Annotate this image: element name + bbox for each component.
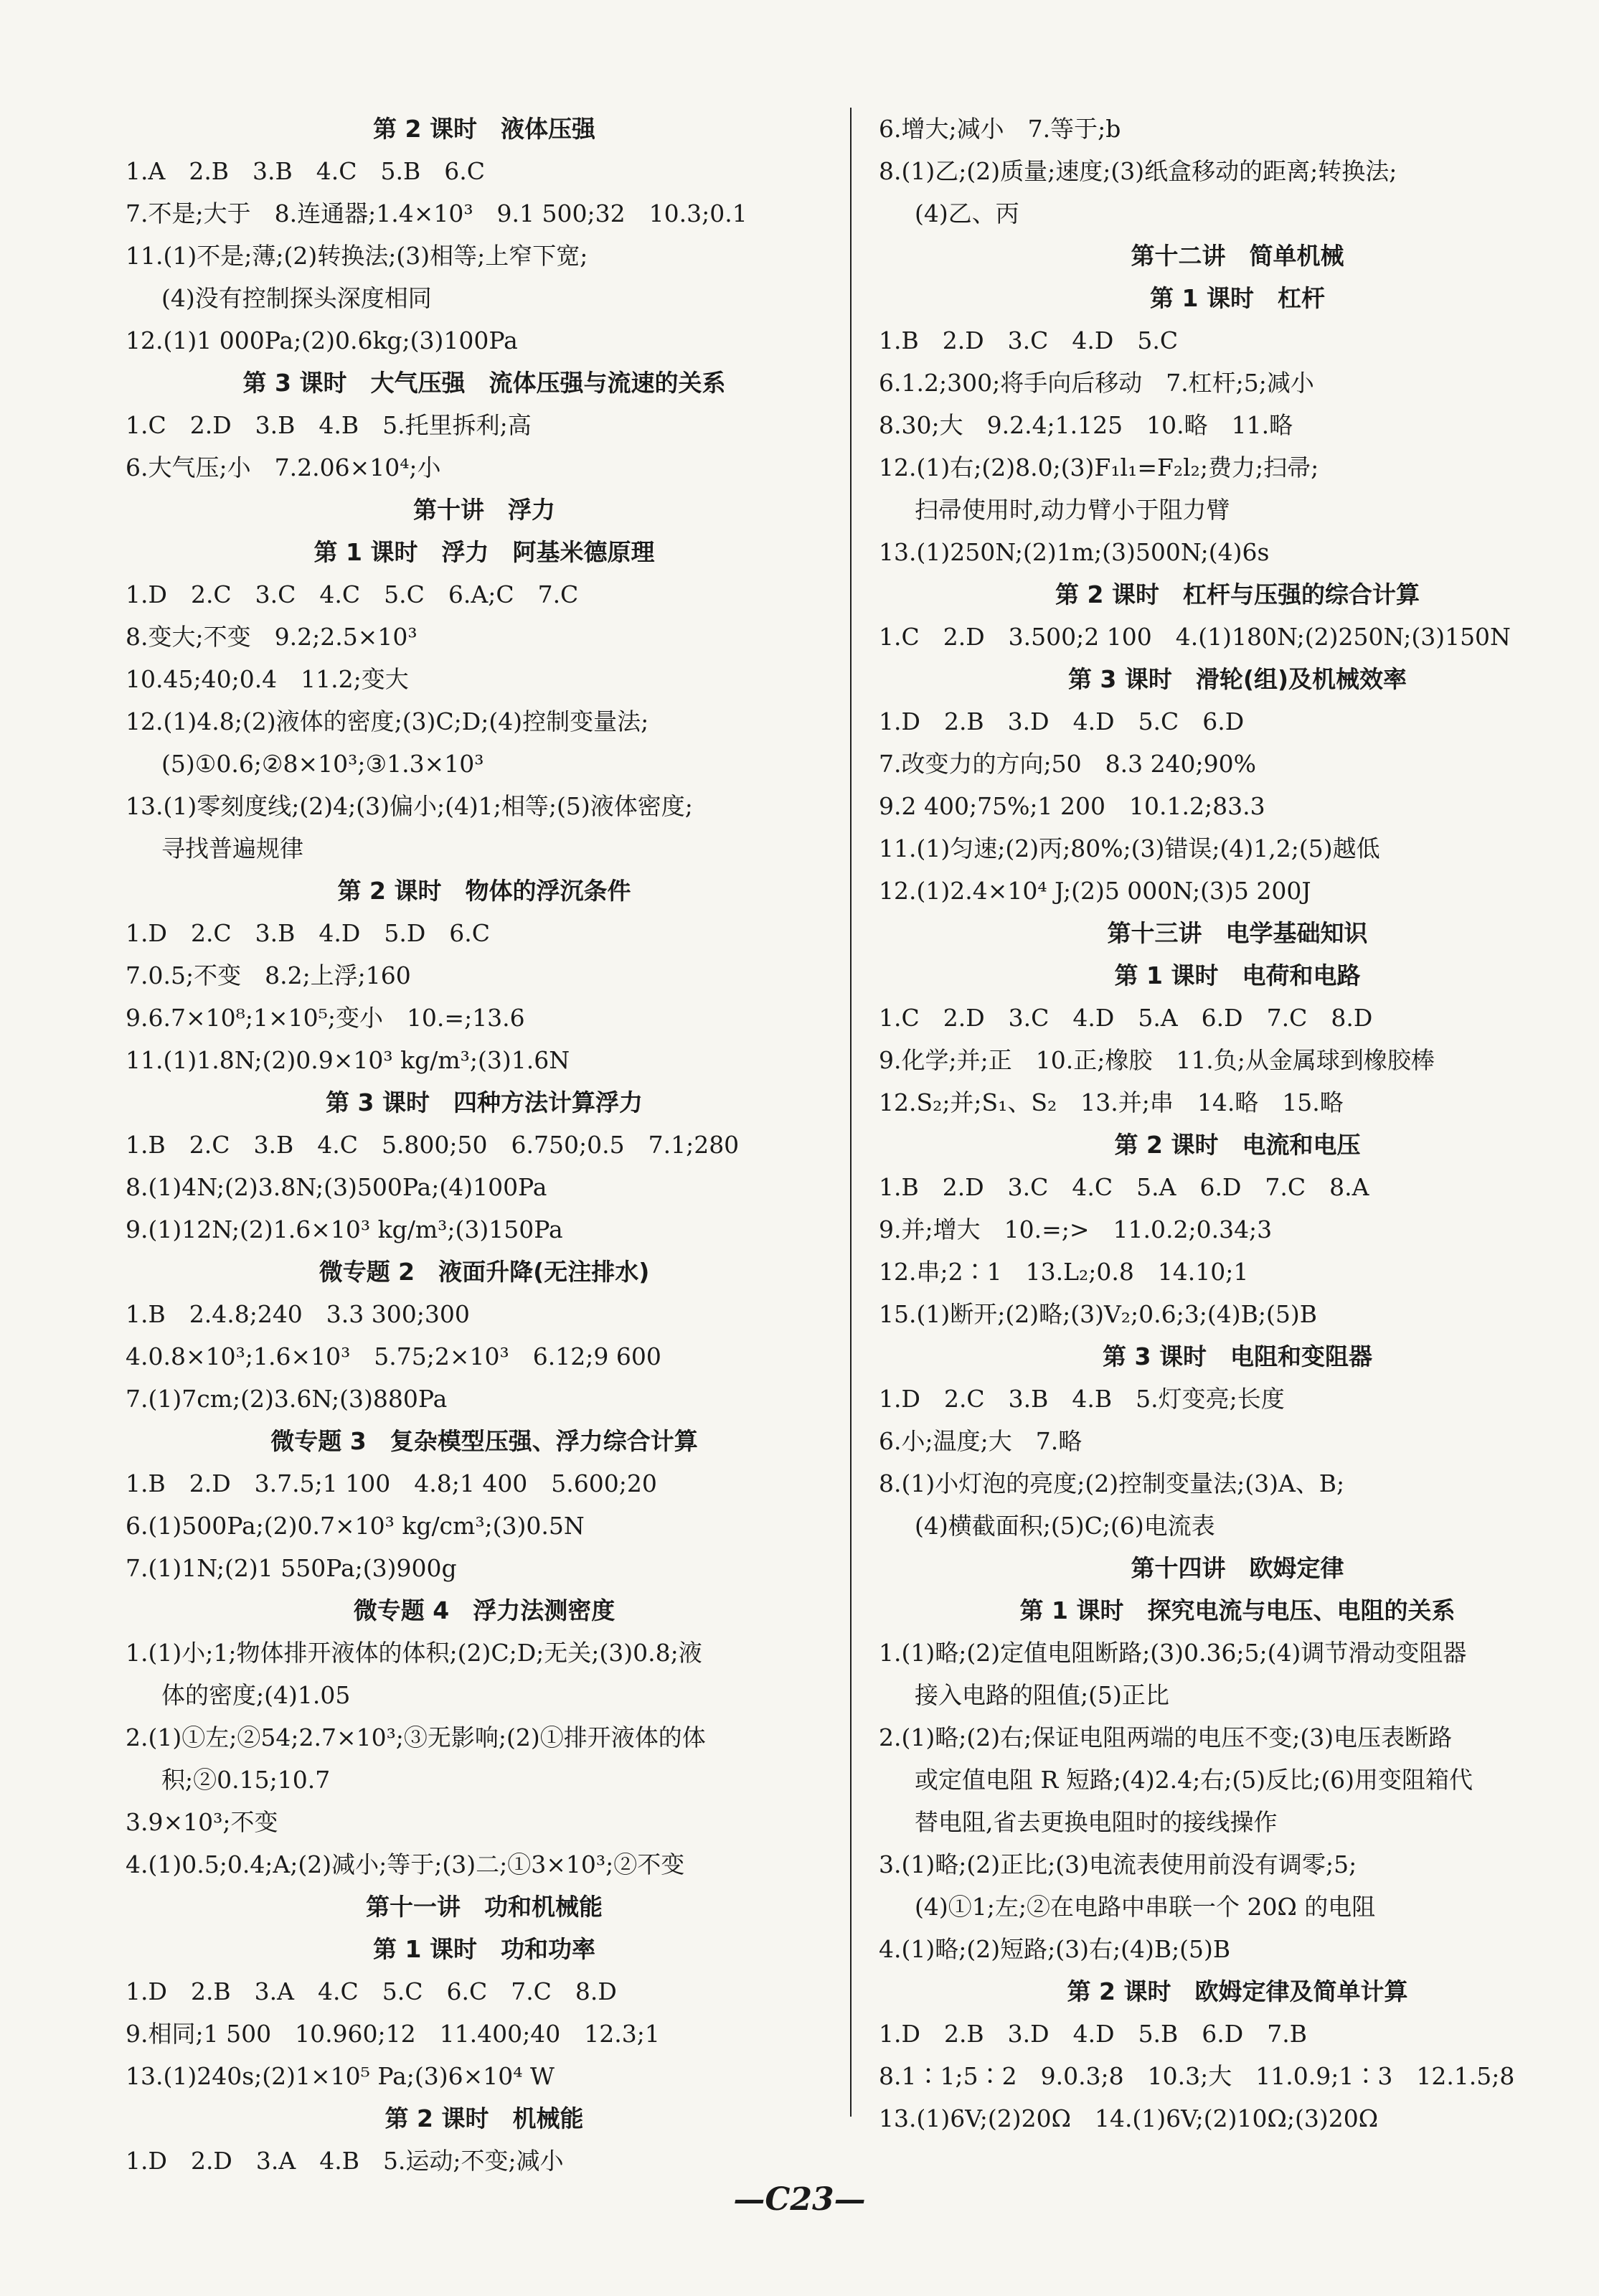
section-heading: 微专题 3 复杂模型压强、浮力综合计算 bbox=[270, 1427, 698, 1455]
answer-line: 8.(1)乙;(2)质量;速度;(3)纸盒移动的距离;转换法; bbox=[879, 157, 1397, 185]
answer-line: 8.1∶1;5∶2 9.0.3;8 10.3;大 11.0.9;1∶3 12.1.5;8 bbox=[879, 2062, 1515, 2090]
answer-line: 1.B 2.D 3.C 4.C 5.A 6.D 7.C 8.A bbox=[879, 1173, 1369, 1201]
section-heading: 第 2 课时 机械能 bbox=[385, 2104, 584, 2132]
answer-line: 1.D 2.B 3.D 4.D 5.B 6.D 7.B bbox=[879, 2020, 1307, 2048]
answer-line: 寻找普遍规律 bbox=[161, 834, 303, 862]
answer-line: 10.45;40;0.4 11.2;变大 bbox=[126, 665, 409, 693]
answer-line: 9.并;增大 10.=;> 11.0.2;0.34;3 bbox=[879, 1215, 1273, 1243]
answer-line: 积;②0.15;10.7 bbox=[161, 1766, 331, 1794]
answer-line: 1.B 2.D 3.C 4.D 5.C bbox=[879, 326, 1179, 354]
answer-line: 12.(1)4.8;(2)液体的密度;(3)C;D;(4)控制变量法; bbox=[126, 707, 649, 735]
answer-line: 13.(1)250N;(2)1m;(3)500N;(4)6s bbox=[879, 538, 1270, 566]
answer-line: 11.(1)1.8N;(2)0.9×10³ kg/m³;(3)1.6N bbox=[126, 1046, 570, 1074]
answer-line: 6.大气压;小 7.2.06×10⁴;小 bbox=[126, 453, 441, 481]
answer-line: 1.B 2.D 3.7.5;1 100 4.8;1 400 5.600;20 bbox=[126, 1469, 657, 1497]
section-heading: 微专题 4 浮力法测密度 bbox=[353, 1596, 615, 1624]
answer-line: 7.不是;大于 8.连通器;1.4×10³ 9.1 500;32 10.3;0.1 bbox=[126, 199, 747, 227]
section-heading: 第十讲 浮力 bbox=[413, 496, 555, 524]
answer-line: (4)乙、丙 bbox=[915, 199, 1019, 227]
answer-line: (4)没有控制探头深度相同 bbox=[161, 284, 432, 312]
answer-line: 2.(1)略;(2)右;保证电阻两端的电压不变;(3)电压表断路 bbox=[879, 1723, 1453, 1751]
page-number: —C23— bbox=[733, 2181, 866, 2218]
answer-line: 4.(1)0.5;0.4;A;(2)减小;等于;(3)二;①3×10³;②不变 bbox=[126, 1850, 685, 1878]
answer-line: 扫帚使用时,动力臂小于阻力臂 bbox=[915, 496, 1230, 524]
answer-line: 6.增大;减小 7.等于;b bbox=[879, 115, 1121, 143]
answer-line: (4)横截面积;(5)C;(6)电流表 bbox=[915, 1512, 1215, 1540]
answer-line: 13.(1)240s;(2)1×10⁵ Pa;(3)6×10⁴ W bbox=[126, 2062, 555, 2090]
answer-line: 9.化学;并;正 10.正;橡胶 11.负;从金属球到橡胶棒 bbox=[879, 1046, 1435, 1074]
answer-line: 2.(1)①左;②54;2.7×10³;③无影响;(2)①排开液体的体 bbox=[126, 1723, 706, 1751]
answer-line: 7.(1)7cm;(2)3.6N;(3)880Pa bbox=[126, 1385, 448, 1413]
answer-line: 1.(1)小;1;物体排开液体的体积;(2)C;D;无关;(3)0.8;液 bbox=[126, 1639, 702, 1667]
section-heading: 第 2 课时 欧姆定律及简单计算 bbox=[1067, 1977, 1408, 2005]
answer-line: 9.2 400;75%;1 200 10.1.2;83.3 bbox=[879, 792, 1265, 820]
answer-line: 13.(1)零刻度线;(2)4;(3)偏小;(4)1;相等;(5)液体密度; bbox=[126, 792, 693, 820]
answer-line: 9.6.7×10⁸;1×10⁵;变小 10.=;13.6 bbox=[126, 1004, 525, 1032]
answer-line: 1.D 2.B 3.A 4.C 5.C 6.C 7.C 8.D bbox=[126, 1977, 617, 2005]
answer-line: 1.D 2.C 3.B 4.D 5.D 6.C bbox=[126, 919, 491, 947]
answer-line: 8.(1)小灯泡的亮度;(2)控制变量法;(3)A、B; bbox=[879, 1469, 1345, 1497]
answer-line: 1.B 2.C 3.B 4.C 5.800;50 6.750;0.5 7.1;280 bbox=[126, 1131, 740, 1159]
section-heading: 第 3 课时 大气压强 流体压强与流速的关系 bbox=[242, 369, 726, 397]
section-heading: 第 2 课时 杠杆与压强的综合计算 bbox=[1055, 580, 1420, 608]
answer-line: 8.变大;不变 9.2;2.5×10³ bbox=[126, 623, 418, 651]
answer-line: 9.(1)12N;(2)1.6×10³ kg/m³;(3)150Pa bbox=[126, 1215, 563, 1243]
section-heading: 第十三讲 电学基础知识 bbox=[1107, 919, 1368, 947]
answer-line: 7.(1)1N;(2)1 550Pa;(3)900g bbox=[126, 1554, 457, 1582]
section-heading: 第 1 课时 探究电流与电压、电阻的关系 bbox=[1019, 1596, 1456, 1624]
answer-line: 接入电路的阻值;(5)正比 bbox=[915, 1681, 1169, 1709]
answer-line: 12.S₂;并;S₁、S₂ 13.并;串 14.略 15.略 bbox=[879, 1088, 1344, 1116]
answer-line: 12.串;2∶1 13.L₂;0.8 14.10;1 bbox=[879, 1258, 1249, 1286]
section-heading: 第 1 课时 电荷和电路 bbox=[1114, 961, 1361, 989]
answer-line: 12.(1)右;(2)8.0;(3)F₁l₁=F₂l₂;费力;扫帚; bbox=[879, 453, 1319, 481]
section-heading: 第 1 课时 杠杆 bbox=[1150, 284, 1325, 312]
answer-line: 9.相同;1 500 10.960;12 11.400;40 12.3;1 bbox=[126, 2020, 660, 2048]
answer-line: 15.(1)断开;(2)略;(3)V₂;0.6;3;(4)B;(5)B bbox=[879, 1300, 1317, 1328]
answer-line: 1.C 2.D 3.500;2 100 4.(1)180N;(2)250N;(3)150N bbox=[879, 623, 1511, 651]
answer-line: 或定值电阻 R 短路;(4)2.4;右;(5)反比;(6)用变阻箱代 bbox=[915, 1766, 1473, 1794]
answer-line: 替电阻,省去更换电阻时的接线操作 bbox=[915, 1808, 1278, 1836]
answer-line: (4)①1;左;②在电路中串联一个 20Ω 的电阻 bbox=[915, 1893, 1376, 1921]
answer-line: 1.D 2.C 3.B 4.B 5.灯变亮;长度 bbox=[879, 1385, 1285, 1413]
section-heading: 第十二讲 简单机械 bbox=[1131, 242, 1344, 270]
right-column bbox=[879, 108, 1596, 2140]
section-heading: 第 1 课时 浮力 阿基米德原理 bbox=[313, 538, 655, 566]
answer-line: 1.D 2.B 3.D 4.D 5.C 6.D bbox=[879, 707, 1245, 735]
answer-line: 7.改变力的方向;50 8.3 240;90% bbox=[879, 750, 1257, 778]
answer-line: 11.(1)匀速;(2)丙;80%;(3)错误;(4)1,2;(5)越低 bbox=[879, 834, 1380, 862]
answer-line: 12.(1)1 000Pa;(2)0.6kg;(3)100Pa bbox=[126, 326, 518, 354]
section-heading: 第十一讲 功和机械能 bbox=[366, 1893, 603, 1921]
section-heading: 第 3 课时 电阻和变阻器 bbox=[1103, 1342, 1372, 1370]
section-heading: 第 2 课时 电流和电压 bbox=[1114, 1131, 1361, 1159]
section-heading: 第十四讲 欧姆定律 bbox=[1131, 1554, 1344, 1582]
section-heading: 第 3 课时 滑轮(组)及机械效率 bbox=[1067, 665, 1407, 693]
answer-line: 8.30;大 9.2.4;1.125 10.略 11.略 bbox=[879, 411, 1293, 439]
section-heading: 第 2 课时 物体的浮沉条件 bbox=[337, 877, 631, 905]
answer-line: 12.(1)2.4×10⁴ J;(2)5 000N;(3)5 200J bbox=[879, 877, 1311, 905]
answer-line: 1.D 2.C 3.C 4.C 5.C 6.A;C 7.C bbox=[126, 580, 579, 608]
section-heading: 第 3 课时 四种方法计算浮力 bbox=[326, 1088, 643, 1116]
answer-line: 4.(1)略;(2)短路;(3)右;(4)B;(5)B bbox=[879, 1935, 1231, 1963]
answer-line: 3.(1)略;(2)正比;(3)电流表使用前没有调零;5; bbox=[879, 1850, 1357, 1878]
column-divider bbox=[850, 108, 852, 2117]
answer-line: 体的密度;(4)1.05 bbox=[161, 1681, 351, 1709]
answer-line: (5)①0.6;②8×10³;③1.3×10³ bbox=[161, 750, 484, 778]
answer-line: 6.(1)500Pa;(2)0.7×10³ kg/cm³;(3)0.5N bbox=[126, 1512, 585, 1540]
answer-line: 6.1.2;300;将手向后移动 7.杠杆;5;减小 bbox=[879, 369, 1314, 397]
answer-line: 1.C 2.D 3.B 4.B 5.托里拆利;高 bbox=[126, 411, 532, 439]
answer-line: 13.(1)6V;(2)20Ω 14.(1)6V;(2)10Ω;(3)20Ω bbox=[879, 2104, 1379, 2132]
answer-line: 7.0.5;不变 8.2;上浮;160 bbox=[126, 961, 411, 989]
answer-line: 8.(1)4N;(2)3.8N;(3)500Pa;(4)100Pa bbox=[126, 1173, 547, 1201]
section-heading: 微专题 2 液面升降(无注排水) bbox=[319, 1258, 650, 1286]
section-heading: 第 2 课时 液体压强 bbox=[373, 115, 595, 143]
answer-line: 4.0.8×10³;1.6×10³ 5.75;2×10³ 6.12;9 600 bbox=[126, 1342, 661, 1370]
answer-line: 1.B 2.4.8;240 3.3 300;300 bbox=[126, 1300, 470, 1328]
answer-line: 1.C 2.D 3.C 4.D 5.A 6.D 7.C 8.D bbox=[879, 1004, 1373, 1032]
answer-line: 1.D 2.D 3.A 4.B 5.运动;不变;减小 bbox=[126, 2147, 564, 2175]
section-heading: 第 1 课时 功和功率 bbox=[373, 1935, 595, 1963]
left-column bbox=[126, 108, 843, 2182]
answer-line: 1.A 2.B 3.B 4.C 5.B 6.C bbox=[126, 157, 485, 185]
answer-line: 6.小;温度;大 7.略 bbox=[879, 1427, 1082, 1455]
answer-line: 1.(1)略;(2)定值电阻断路;(3)0.36;5;(4)调节滑动变阻器 bbox=[879, 1639, 1467, 1667]
answer-line: 3.9×10³;不变 bbox=[126, 1808, 278, 1836]
answer-line: 11.(1)不是;薄;(2)转换法;(3)相等;上窄下宽; bbox=[126, 242, 588, 270]
